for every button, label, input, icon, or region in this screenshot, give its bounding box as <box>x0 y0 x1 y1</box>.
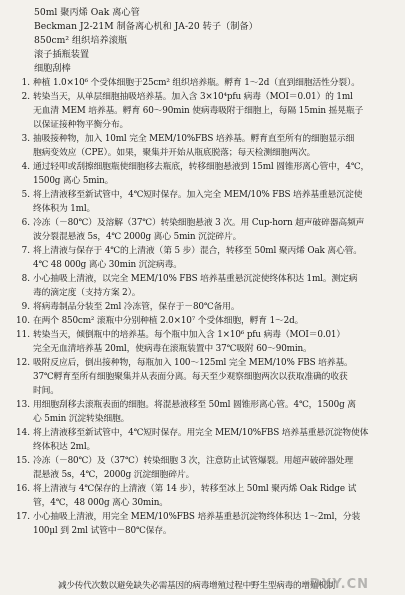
procedure-step <box>14 482 393 510</box>
step-text <box>33 272 393 300</box>
step-number: 8. <box>21 274 30 285</box>
step-number: 3. <box>21 134 30 145</box>
step-line: 完全无血清培养基 20ml，使病毒在滚瓶装置中 37℃吸附 60～90min。 <box>33 344 312 355</box>
step-line: 以保证接种物平衡分布。 <box>33 120 129 131</box>
step-text <box>33 314 393 328</box>
step-line: 心 5min 沉淀转染细胞。 <box>33 414 130 425</box>
step-line: 毒的滴定度（支持方案 2）。 <box>33 288 141 299</box>
step-text <box>33 244 393 272</box>
material-item: 850cm² 组织培养滚瓶 <box>34 35 128 47</box>
procedure-step <box>14 90 393 132</box>
step-number: 14. <box>16 428 30 439</box>
step-line: 抽吸接种物，加入 10ml 完全 MEM/10%FBS 培养基。孵育直至所有的细胞显示细 <box>33 134 355 145</box>
procedure-step <box>14 160 393 188</box>
procedure-step <box>14 454 393 482</box>
step-line: 管，4℃，48 000g 离心 30min。 <box>33 498 168 509</box>
step-line: 时间。 <box>33 386 59 397</box>
step-text <box>33 426 393 454</box>
procedure-step <box>14 244 393 272</box>
materials-list <box>34 6 393 76</box>
step-line: 将上清液与保存于 4℃的上清液（第 5 步）混合，转移至 50ml 聚丙烯 Oak 离心管。 <box>33 246 362 257</box>
material-item: 滚子插瓶装置 <box>34 49 90 61</box>
step-line: 在两个 850cm² 滚瓶中分别种植 2.0×10⁷ 个受体细胞，孵育 1～2d。 <box>33 316 304 327</box>
step-number: 1. <box>21 78 30 89</box>
step-text <box>33 510 393 538</box>
step-line: 无血清 MEM 培养基。孵育 60～90min 使病毒吸附于细胞上，每隔 15min 摇晃瓶子 <box>33 106 364 117</box>
step-number: 7. <box>21 246 30 257</box>
procedure-step <box>14 510 393 538</box>
step-line: 小心抽吸上清液，以完全 MEM/10% FBS 培养基重悬沉淀使终体积达 1ml。测定病 <box>33 274 358 285</box>
procedure-step <box>14 426 393 454</box>
procedure-step <box>14 314 393 328</box>
step-line: 将上清液移至新试管中，4℃短时保存。加入完全 MEM/10% FBS 培养基重悬沉淀使 <box>33 190 363 201</box>
step-line: 转染当天，倾倒瓶中的培养基。每个瓶中加入含 1×10⁶ pfu 病毒（MOI＝0.01） <box>33 330 346 341</box>
step-number: 4. <box>21 162 30 173</box>
procedure-step <box>14 398 393 426</box>
step-number: 15. <box>16 456 30 467</box>
step-line: 终体积为 1ml。 <box>33 204 96 215</box>
step-line: 用细胞刮移去滚瓶表面的细胞。将混悬液移至 50ml 圆锥形离心管。4℃，1500g 离 <box>33 400 356 411</box>
step-text <box>33 216 393 244</box>
step-text <box>33 132 393 160</box>
material-item: 细胞刮棒 <box>34 63 71 75</box>
step-line: 将上清液与 4℃保存的上清液（第 14 步），转移至冰上 50ml 聚丙烯 Oak Ridge 试 <box>33 484 357 495</box>
step-text <box>33 328 393 356</box>
material-item: Beckman J2-21M 制备离心机和 JA-20 转子（制备） <box>34 21 258 33</box>
step-line: 冷冻（－80℃）及溶解（37℃）转染细胞悬液 3 次。用 Cup-horn 超声破碎器高频声 <box>33 218 365 229</box>
step-line: 波分裂混悬液 5s，4℃ 2000g 离心 5min 沉淀碎片。 <box>33 232 242 243</box>
step-text <box>33 398 393 426</box>
footer-text: 减少传代次数以避免缺失必需基因的病毒增殖过程中野生型病毒的增殖机制 <box>58 581 335 591</box>
step-line: 4℃ 48 000g 离心 30min 沉淀病毒。 <box>33 260 182 271</box>
procedure-step <box>14 356 393 398</box>
step-text <box>33 482 393 510</box>
step-line: 冷冻（－80℃）及（37℃）转染细胞 3 次，注意防止试管爆裂。用超声破碎器处理 <box>33 456 353 467</box>
procedure-step <box>14 76 393 90</box>
step-line: 胞病变效应（CPE）。如果，聚集并开始从瓶底脱落；每天检测细胞两次。 <box>33 148 316 159</box>
step-number: 16. <box>16 484 30 495</box>
procedure-step <box>14 188 393 216</box>
procedure-step <box>14 272 393 300</box>
step-line: 小心抽吸上清液，用完全 MEM/10%FBS 培养基重悬沉淀物终体积达 1～2ml，分装 <box>33 512 361 523</box>
procedure-step <box>14 300 393 314</box>
step-text <box>33 90 393 132</box>
step-number: 17. <box>16 512 30 523</box>
step-line: 37℃孵育至所有细胞聚集并从表面分离。每天至少观察细胞两次以获取准确的收获 <box>33 372 348 383</box>
procedure-steps <box>14 76 393 538</box>
material-item: 50ml 聚丙烯 Oak 离心管 <box>34 7 140 18</box>
procedure-step <box>14 328 393 356</box>
step-text <box>33 160 393 188</box>
step-number: 12. <box>16 358 30 369</box>
step-number: 2. <box>21 92 30 103</box>
step-text <box>33 356 393 398</box>
step-line: 终体积达 2ml。 <box>33 442 96 453</box>
step-number: 6. <box>21 218 30 229</box>
step-line: 混悬液 5s，4℃，2000g 沉淀细胞碎片。 <box>33 470 195 481</box>
step-line: 将病毒制品分装至 2ml 冷冻管，保存于－80℃备用。 <box>33 302 240 313</box>
step-number: 13. <box>16 400 30 411</box>
step-number: 9. <box>21 302 30 313</box>
step-line: 100μl 到 2ml 试管中－80℃保存。 <box>33 526 172 537</box>
step-text <box>33 188 393 216</box>
step-line: 通过轻叩或刮擦细胞瓶使细胞移去瓶底，转移细胞悬液到 15ml 圆锥形离心管中，4℃， <box>33 162 370 173</box>
step-text <box>33 76 393 90</box>
step-line: 1500g 离心 5min。 <box>33 176 114 187</box>
step-number: 5. <box>21 190 30 201</box>
step-line: 转染当天，从单层细胞抽吸培养基。加入含 3×10⁴pfu 病毒（MOI＝0.01）的 1ml <box>33 92 353 103</box>
step-text <box>33 454 393 482</box>
step-number: 10. <box>16 316 30 327</box>
step-number: 11. <box>16 330 30 341</box>
step-line: 种植 1.0×10⁶ 个受体细胞于25cm² 组织培养瓶。孵育 1～2d（直到细胞活性分裂）。 <box>33 78 360 89</box>
procedure-step <box>14 216 393 244</box>
step-text <box>33 300 393 314</box>
step-line: 吸附反应后，倒出接种物，每瓶加入 100～125ml 完全 MEM/10% FBS 培养基。 <box>33 358 353 369</box>
procedure-step <box>14 132 393 160</box>
watermark: DXY.CN <box>309 577 369 592</box>
step-line: 将上清液移至新试管中，4℃短时保存。用完全 MEM/10%FBS 培养基重悬沉淀物使体 <box>33 428 369 439</box>
